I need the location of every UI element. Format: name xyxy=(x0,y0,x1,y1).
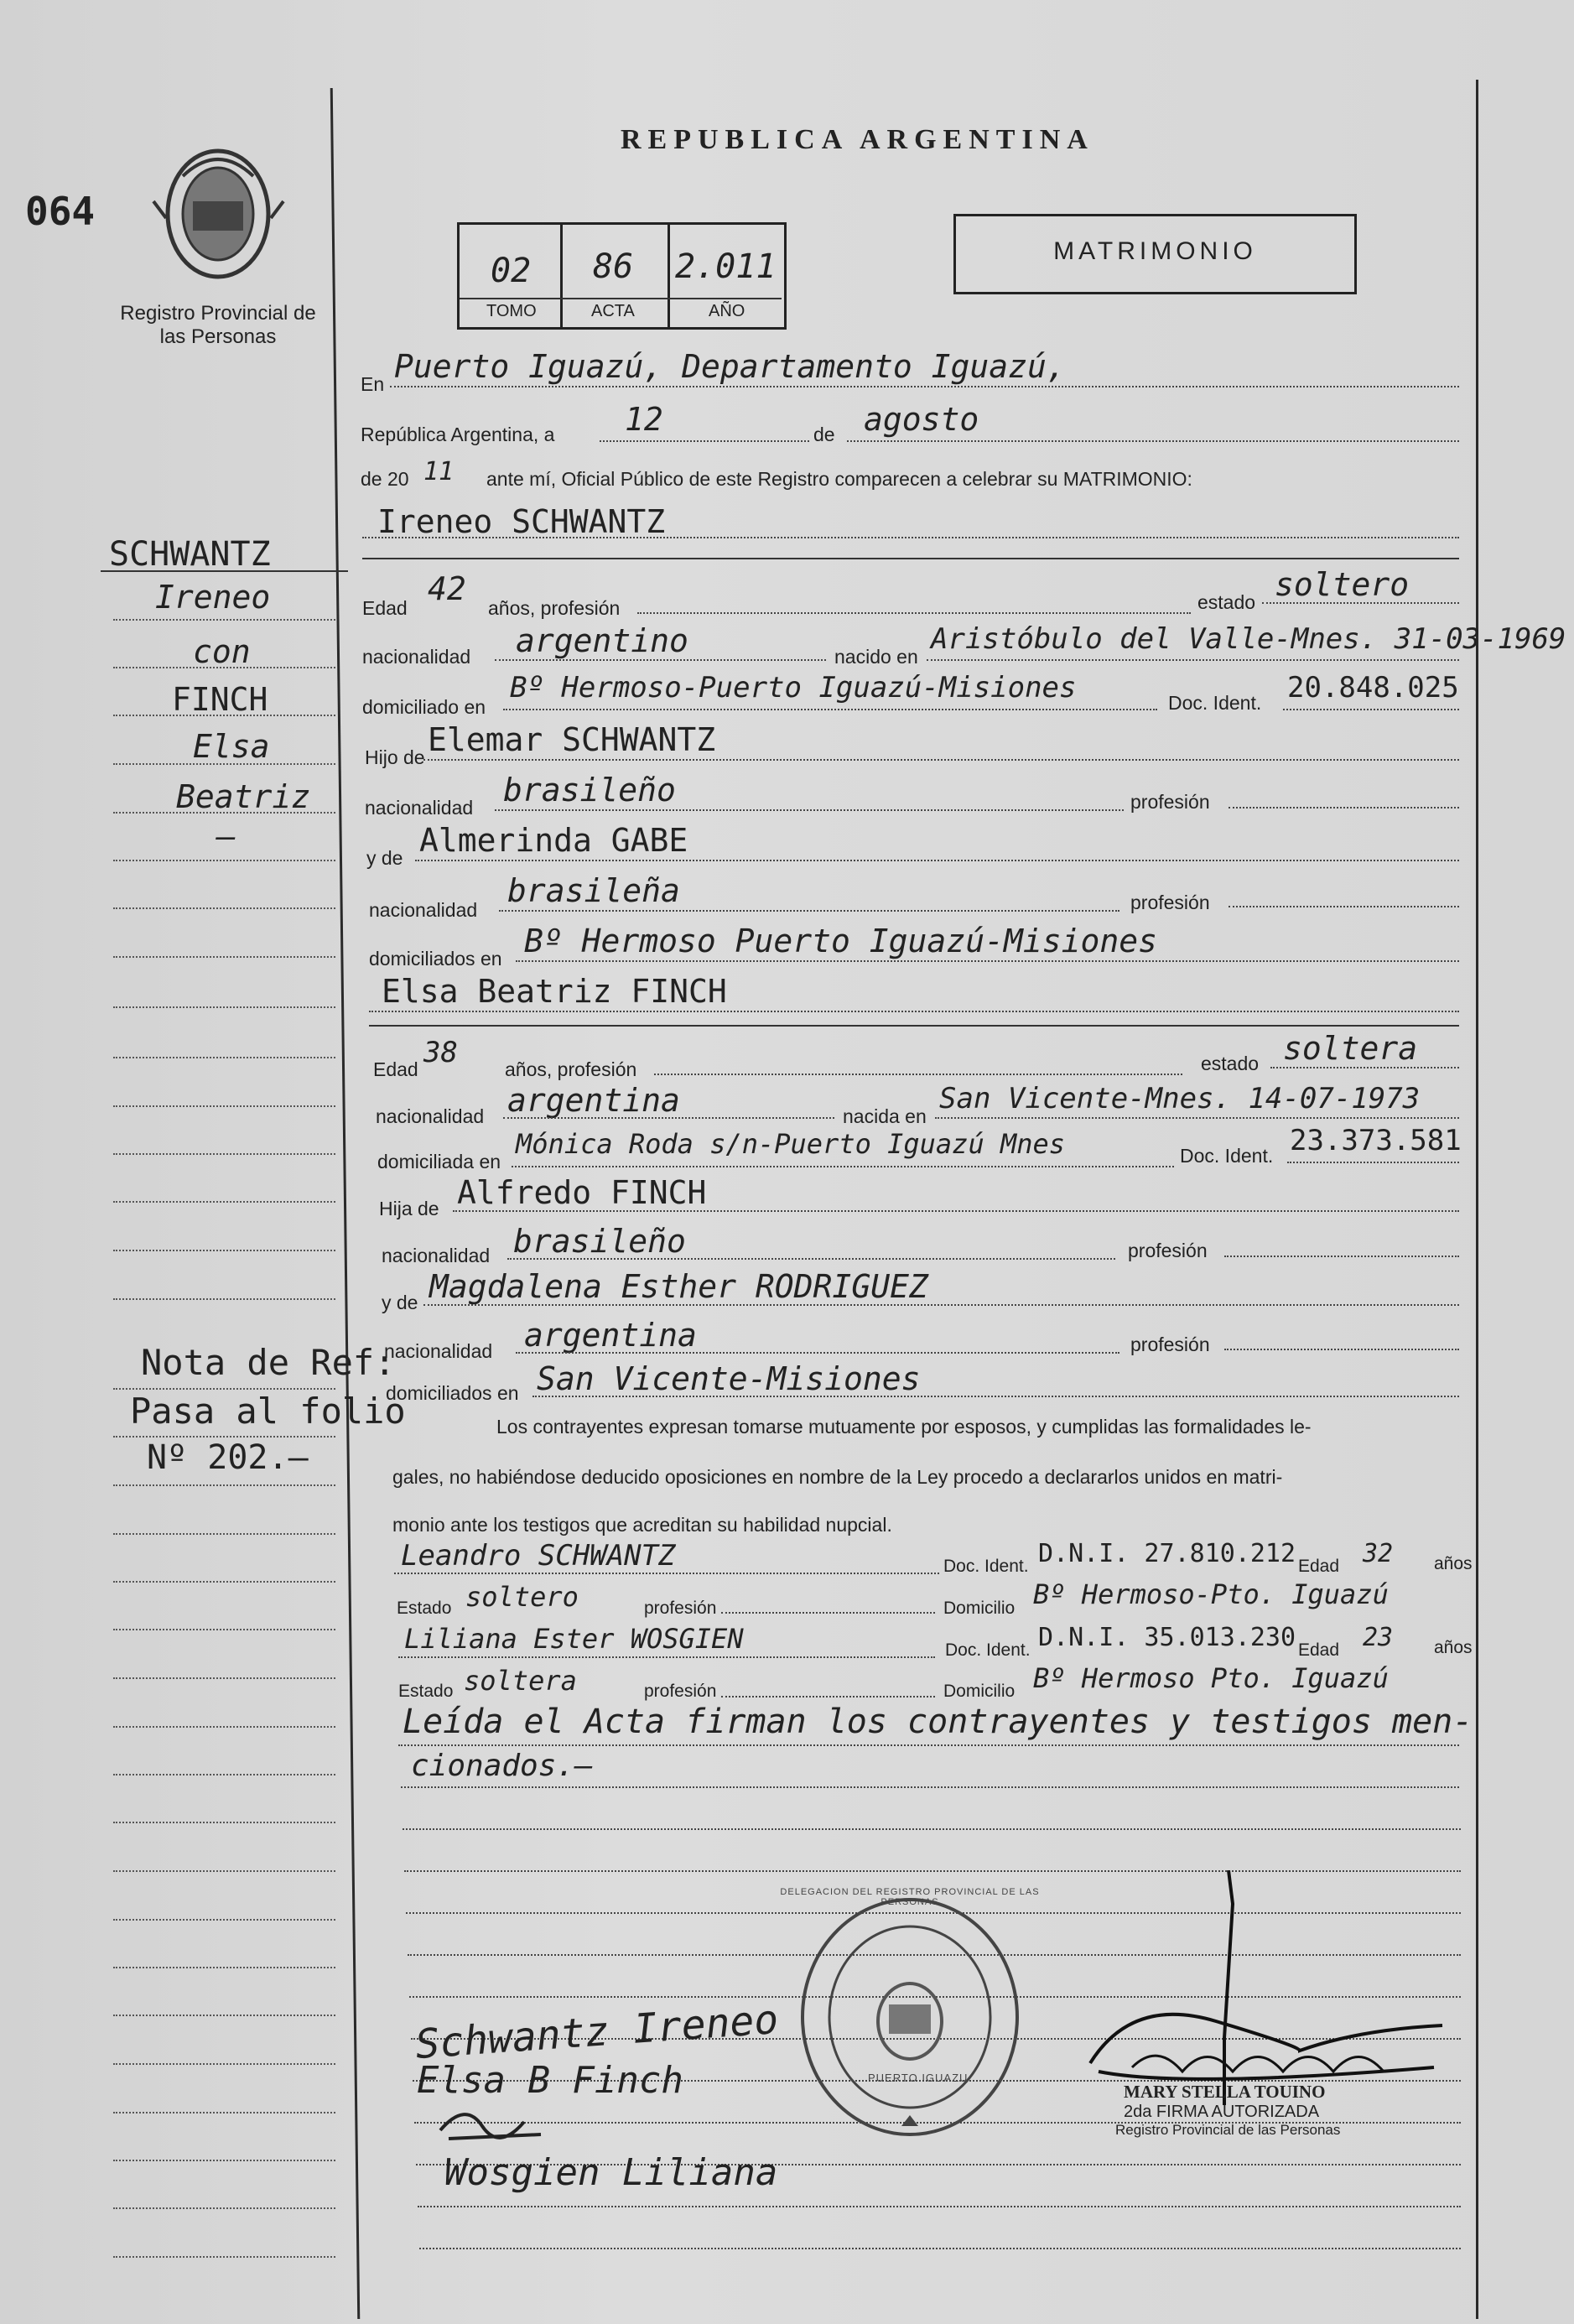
blank-line xyxy=(419,2248,1461,2249)
bride-separator xyxy=(369,1025,1459,1027)
margin-line xyxy=(113,1201,335,1203)
margin-line xyxy=(113,1870,335,1872)
margin-note-3: Nº 202.— xyxy=(147,1438,309,1477)
bride-mother-label: y de xyxy=(382,1292,418,1313)
margin-line xyxy=(113,2256,335,2258)
boxes-label-rule xyxy=(460,298,782,299)
margin-line xyxy=(113,1006,335,1008)
margin-line xyxy=(113,956,335,958)
witness-1-estado-label: Estado xyxy=(397,1599,452,1618)
witness-2-name: Liliana Ester WOSGIEN xyxy=(404,1623,744,1655)
month-value: agosto xyxy=(864,401,979,438)
groom-nacido-line xyxy=(927,659,1459,661)
groom-mother-nac: brasileña xyxy=(507,872,680,909)
witness-1-name: Leandro SCHWANTZ xyxy=(401,1539,676,1573)
bride-domicilio-line xyxy=(512,1166,1174,1167)
margin-name-bride: Elsa xyxy=(193,728,270,765)
provincial-emblem-icon xyxy=(149,143,288,285)
registry-seal-icon xyxy=(797,1895,1023,2139)
official-registry: Registro Provincial de las Personas xyxy=(1115,2122,1341,2138)
acta-value: 86 xyxy=(593,247,634,286)
margin-line xyxy=(113,1581,335,1583)
margin-line xyxy=(113,1629,335,1630)
margin-line xyxy=(113,1726,335,1728)
bride-father: Alfredo FINCH xyxy=(457,1174,707,1211)
witness-2-edad-label: Edad xyxy=(1298,1640,1340,1660)
bride-nacionalidad: argentina xyxy=(507,1082,680,1119)
witness-2-anios-label: años xyxy=(1434,1638,1473,1657)
groom-parents-dom: Bº Hermoso Puerto Iguazú-Misiones xyxy=(524,923,1157,959)
witness-2-name-line xyxy=(398,1656,935,1658)
de20-label: de 20 xyxy=(361,468,409,490)
official-title: 2da FIRMA AUTORIZADA xyxy=(1124,2103,1320,2121)
stamp-number: 064 xyxy=(25,189,96,234)
witness-1-edad: 32 xyxy=(1363,1539,1394,1568)
groom-mother-label: y de xyxy=(366,847,403,869)
groom-father-line xyxy=(423,759,1459,761)
witness-1-doc: D.N.I. 27.810.212 xyxy=(1038,1539,1296,1568)
groom-nacionalidad: argentino xyxy=(516,622,688,659)
witness-1-signature-scribble xyxy=(432,2097,558,2155)
bride-estado: soltera xyxy=(1283,1030,1418,1067)
bride-mother-nac: argentina xyxy=(524,1317,697,1354)
groom-parents-dom-label: domiciliados en xyxy=(369,948,502,970)
margin-line xyxy=(113,1298,335,1300)
margin-line xyxy=(113,860,335,861)
seal-text: DELEGACION DEL REGISTRO PROVINCIAL DE LAS PERSONAS xyxy=(780,1887,1040,1907)
groom-doc-label: Doc. Ident. xyxy=(1168,692,1262,714)
margin-line xyxy=(113,1436,335,1438)
witness-2-estado: soltera xyxy=(464,1665,577,1697)
groom-mother: Almerinda GABE xyxy=(419,822,688,859)
bride-doc-line xyxy=(1287,1162,1459,1163)
groom-mother-prof-label: profesión xyxy=(1130,892,1210,913)
witness-1-domicilio: Bº Hermoso-Pto. Iguazú xyxy=(1033,1578,1389,1610)
declaration-line-3: monio ante los testigos que acreditan su habilidad nupcial. xyxy=(392,1514,892,1536)
groom-mother-nac-line xyxy=(499,910,1119,912)
bride-edad-label: Edad xyxy=(373,1058,418,1080)
margin-dash: — xyxy=(216,818,236,855)
margin-line xyxy=(113,1484,335,1486)
declaration-line-2: gales, no habiéndose deducido oposiciones en nombre de la Ley procedo a declararlos unidos en matri- xyxy=(392,1466,1283,1488)
groom-father-nac: brasileño xyxy=(503,772,676,808)
bride-name-line xyxy=(369,1011,1459,1012)
bride-profesion-label: años, profesión xyxy=(505,1058,637,1080)
margin-line xyxy=(113,1057,335,1058)
margin-line xyxy=(113,763,335,765)
groom-estado-line xyxy=(1262,602,1459,604)
bride-estado-label: estado xyxy=(1201,1053,1260,1074)
groom-doc-line xyxy=(1283,709,1459,710)
margin-line xyxy=(113,1533,335,1535)
margin-line xyxy=(113,1105,335,1107)
groom-domicilio: Bº Hermoso-Puerto Iguazú-Misiones xyxy=(510,671,1077,704)
closing-line-2: cionados.— xyxy=(411,1749,593,1783)
witness-1-doc-label: Doc. Ident. xyxy=(943,1557,1029,1576)
margin-note-2: Pasa al folio xyxy=(130,1391,406,1432)
witness-1-anios-label: años xyxy=(1434,1554,1473,1573)
month-line xyxy=(847,440,1459,442)
witness-2-doc: D.N.I. 35.013.230 xyxy=(1038,1623,1296,1652)
witness-2-domicilio-label: Domicilio xyxy=(943,1682,1016,1701)
margin-con: con xyxy=(193,633,251,670)
bride-edad: 38 xyxy=(423,1036,458,1069)
witness-1-profesion-label: profesión xyxy=(644,1599,717,1618)
groom-mother-prof-line xyxy=(1229,906,1459,907)
groom-mother-nac-label: nacionalidad xyxy=(369,899,478,921)
bride-father-line xyxy=(453,1210,1459,1212)
groom-nacido: Aristóbulo del Valle-Mnes. 31-03-1969 xyxy=(931,622,1566,656)
anio-value: 2.011 xyxy=(675,247,777,286)
witness-1-name-line xyxy=(394,1573,939,1574)
bride-nacionalidad-label: nacionalidad xyxy=(376,1105,485,1127)
bride-parents-dom-line xyxy=(532,1396,1459,1397)
tomo-value: 02 xyxy=(491,252,532,290)
margin-line xyxy=(113,2015,335,2016)
bride-nacida: San Vicente-Mnes. 14-07-1973 xyxy=(939,1082,1421,1115)
signature-bride: Elsa B Finch xyxy=(417,2059,683,2102)
bride-domicilio-label: domiciliada en xyxy=(377,1151,501,1172)
witness-1-domicilio-label: Domicilio xyxy=(943,1599,1016,1618)
day-value: 12 xyxy=(625,401,663,438)
margin-surname-groom: SCHWANTZ xyxy=(109,535,271,574)
witness-1-edad-label: Edad xyxy=(1298,1557,1340,1576)
margin-line xyxy=(113,1822,335,1823)
seal-inner-text: PUERTO IGUAZU xyxy=(868,2072,969,2084)
margin-surname-bride: FINCH xyxy=(172,681,268,718)
place-line xyxy=(390,386,1459,387)
blank-line xyxy=(418,2206,1461,2207)
bride-doc-label: Doc. Ident. xyxy=(1180,1145,1274,1167)
groom-estado: soltero xyxy=(1275,566,1410,603)
bride-doc: 23.373.581 xyxy=(1290,1124,1462,1157)
margin-line xyxy=(113,907,335,909)
bride-father-nac-line xyxy=(507,1258,1115,1260)
registry-name: Registro Provincial de las Personas xyxy=(120,302,316,348)
bride-estado-line xyxy=(1270,1067,1459,1068)
bride-father-nac-label: nacionalidad xyxy=(382,1245,491,1266)
intro-text: ante mí, Oficial Público de este Registro comparecen a celebrar su MATRIMONIO: xyxy=(486,468,1192,490)
margin-surname-rule xyxy=(101,570,348,572)
bride-mother-prof-label: profesión xyxy=(1130,1334,1210,1355)
groom-separator xyxy=(362,558,1459,559)
margin-line xyxy=(113,1967,335,1968)
margin-line xyxy=(113,812,335,814)
bride-parents-dom-label: domiciliados en xyxy=(386,1382,519,1404)
day-line xyxy=(600,440,809,442)
republica-label: República Argentina, a xyxy=(361,424,555,445)
signature-groom: Schwantz Ireneo xyxy=(413,1995,780,2069)
bride-mother: Magdalena Esther RODRIGUEZ xyxy=(429,1268,928,1305)
groom-profesion-line xyxy=(637,612,1191,614)
country-title: REPUBLICA ARGENTINA xyxy=(621,124,1094,155)
bride-mother-line xyxy=(423,1304,1459,1306)
groom-father-prof-label: profesión xyxy=(1130,791,1210,813)
groom-nacionalidad-label: nacionalidad xyxy=(362,646,471,668)
witness-2-profesion-label: profesión xyxy=(644,1682,717,1701)
margin-line xyxy=(113,2112,335,2113)
groom-father-nac-line xyxy=(495,809,1124,811)
blank-line xyxy=(403,1828,1461,1830)
groom-father-label: Hijo de xyxy=(365,746,425,768)
de-label: de xyxy=(813,424,835,445)
right-border xyxy=(1476,80,1478,2319)
margin-line xyxy=(113,1774,335,1775)
margin-middle-bride: Beatriz xyxy=(176,778,311,815)
groom-nacionalidad-line xyxy=(495,659,826,661)
groom-doc: 20.848.025 xyxy=(1287,671,1459,704)
witness-1-estado: soltero xyxy=(465,1581,579,1613)
acta-label: ACTA xyxy=(591,302,635,320)
margin-note-1: Nota de Ref: xyxy=(141,1342,396,1383)
margin-line xyxy=(113,667,335,668)
en-label: En xyxy=(361,373,385,395)
witness-2-edad: 23 xyxy=(1363,1623,1394,1652)
margin-line xyxy=(113,1919,335,1921)
margin-line xyxy=(113,1388,335,1390)
groom-father: Elemar SCHWANTZ xyxy=(428,721,716,758)
place-value: Puerto Iguazú, Departamento Iguazú, xyxy=(394,348,1066,385)
groom-father-nac-label: nacionalidad xyxy=(365,797,474,819)
margin-line xyxy=(113,715,335,716)
bride-mother-nac-label: nacionalidad xyxy=(384,1340,493,1362)
bride-father-prof-line xyxy=(1224,1256,1459,1257)
margin-line xyxy=(113,2160,335,2161)
groom-mother-line xyxy=(415,860,1459,861)
groom-nacido-label: nacido en xyxy=(834,646,918,668)
bride-father-label: Hija de xyxy=(379,1198,439,1219)
groom-parents-dom-line xyxy=(516,960,1459,962)
anio-label: AÑO xyxy=(709,302,745,320)
groom-profesion-label: años, profesión xyxy=(488,597,621,619)
witness-2-doc-label: Doc. Ident. xyxy=(945,1640,1031,1660)
bride-domicilio: Mónica Roda s/n-Puerto Iguazú Mnes xyxy=(516,1128,1066,1160)
year-suffix: 11 xyxy=(423,457,455,486)
margin-line xyxy=(113,619,335,621)
bride-father-prof-label: profesión xyxy=(1128,1240,1208,1261)
margin-line xyxy=(113,1153,335,1155)
bride-mother-prof-line xyxy=(1224,1349,1459,1350)
witness-2-estado-label: Estado xyxy=(398,1682,454,1701)
margin-line xyxy=(113,2207,335,2209)
margin-line xyxy=(113,1677,335,1679)
margin-name-groom: Ireneo xyxy=(155,579,271,616)
groom-father-prof-line xyxy=(1229,807,1459,808)
closing-line-1: Leída el Acta firman los contrayentes y testigos men- xyxy=(403,1703,1473,1741)
margin-line xyxy=(113,2063,335,2065)
tomo-label: TOMO xyxy=(486,302,537,320)
closing-line-2-rule xyxy=(401,1786,1459,1788)
groom-estado-label: estado xyxy=(1197,591,1256,613)
witness-2-domicilio: Bº Hermoso Pto. Iguazú xyxy=(1033,1662,1389,1694)
margin-line xyxy=(113,1250,335,1251)
official-name: MARY STELLA TOUINO xyxy=(1124,2082,1326,2102)
groom-edad-label: Edad xyxy=(362,597,408,619)
signature-witness-2: Wosgien Liliana xyxy=(444,2151,778,2194)
bride-profesion-line xyxy=(654,1074,1182,1075)
bride-mother-nac-line xyxy=(516,1352,1119,1354)
groom-domicilio-line xyxy=(503,709,1157,710)
bride-father-nac: brasileño xyxy=(513,1223,686,1260)
groom-domicilio-label: domiciliado en xyxy=(362,696,486,718)
act-type: MATRIMONIO xyxy=(1053,237,1257,265)
bride-parents-dom: San Vicente-Misiones xyxy=(537,1360,921,1397)
bride-nacionalidad-line xyxy=(503,1117,834,1119)
bride-nacida-label: nacida en xyxy=(843,1105,927,1127)
witness-1-profesion-line xyxy=(721,1612,935,1614)
closing-line-1-rule xyxy=(398,1744,1459,1746)
groom-name: Ireneo SCHWANTZ xyxy=(377,503,666,540)
groom-edad: 42 xyxy=(428,570,466,607)
groom-name-line xyxy=(362,537,1459,538)
bride-nacida-line xyxy=(935,1117,1459,1119)
declaration-line-1: Los contrayentes expresan tomarse mutuamente por esposos, y cumplidas las formalidades le- xyxy=(496,1416,1312,1438)
witness-2-profesion-line xyxy=(721,1696,935,1698)
bride-name: Elsa Beatriz FINCH xyxy=(382,973,727,1010)
